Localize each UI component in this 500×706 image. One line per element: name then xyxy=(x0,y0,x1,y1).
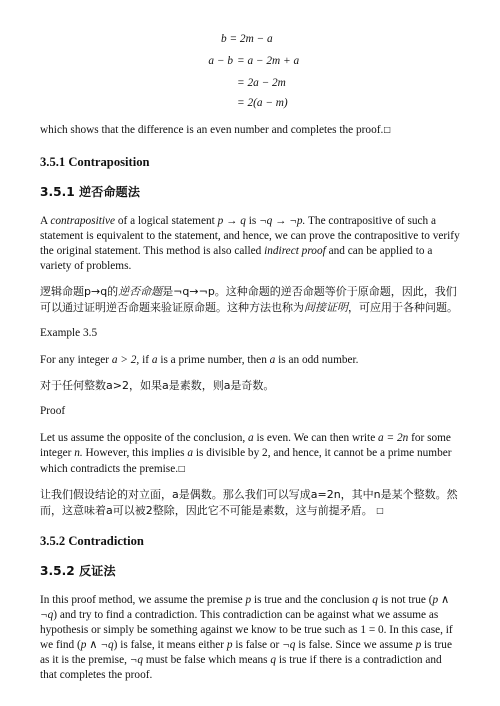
qed-icon: □ xyxy=(383,125,391,134)
text: A xyxy=(40,215,48,227)
section-heading-en: 3.5.1 Contraposition xyxy=(40,155,150,169)
text: must be false which means xyxy=(145,654,268,666)
text: is true and the conclusion xyxy=(253,594,370,606)
term-indirect-proof: indirect proof xyxy=(264,245,326,257)
term-zh-2: 间接证明 xyxy=(304,301,348,314)
math: ¬q xyxy=(282,639,296,651)
section-heading-zh: 3.5.2 反证法 xyxy=(40,564,116,578)
text: is even. We can then write xyxy=(256,432,376,444)
proof-paragraph-zh xyxy=(40,487,460,519)
qed-icon: □ xyxy=(376,506,384,515)
equation-line-1: b = 2m − a xyxy=(221,33,273,45)
document-page xyxy=(40,28,460,693)
proof-label: Proof xyxy=(40,405,66,417)
math: p xyxy=(226,639,233,651)
equation-line-2-rhs: = a − 2m + a xyxy=(237,55,300,67)
example-statement-zh: 对于任何整数a>2，如果a是素数，则a是奇数。 xyxy=(40,379,275,392)
text: 让我们假设结论的对立面，a是偶数。那么我们可以写成a=2n，其中n是某个整数。然而，这意味着a可以被2整除，因此它不可能是素数，这与前提矛盾。 xyxy=(40,488,458,517)
math: a xyxy=(151,354,158,366)
math: p ∧ ¬q xyxy=(80,639,114,651)
text: is xyxy=(248,215,257,227)
text: is divisible by 2, and hence, it cannot be a prime number which contradicts the premise. xyxy=(40,447,452,475)
text: 是¬q→¬p。这种命题的逆否命题等价于原命题，因此，我们可以通过证明逆否命题来验证原命题。这种方法也称为 xyxy=(40,285,457,314)
math: a = 2n xyxy=(378,432,409,444)
math-contrapositive: ¬q → ¬p. xyxy=(259,215,306,227)
text: is a prime number, then xyxy=(160,354,267,366)
text: is false. Since we assume xyxy=(298,639,413,651)
intro-paragraph xyxy=(40,122,460,138)
section-heading-en: 3.5.2 Contradiction xyxy=(40,534,144,548)
contradiction-paragraph xyxy=(40,593,460,683)
math: p xyxy=(415,639,422,651)
text: is not true ( xyxy=(380,594,433,606)
text: is true if there is a contradiction and that completes the proof. xyxy=(40,654,442,681)
math-implication: p → q xyxy=(217,215,246,227)
text: The contrapositive of such a statement is equivalent to the statement, and hence, we can prove the contrapositive to verify the original statement. This method is also called xyxy=(40,215,460,257)
example-label: Example 3.5 xyxy=(40,327,98,339)
text: if xyxy=(142,354,149,366)
math: a xyxy=(248,432,254,444)
example-statement xyxy=(40,353,460,368)
term-zh: 逆否命题 xyxy=(118,285,163,298)
contrapositive-paragraph xyxy=(40,214,460,274)
text: ，可应用于各种问题。 xyxy=(348,301,458,314)
math: p ∧ ¬q xyxy=(40,594,450,621)
contrapositive-paragraph-zh xyxy=(40,284,460,316)
text: 逻辑命题p→q的 xyxy=(40,285,119,298)
equation-line-4: = 2(a − m) xyxy=(237,97,288,109)
text: of a logical statement xyxy=(117,215,215,227)
intro-text: which shows that the difference is an even number and completes the proof. xyxy=(40,124,384,136)
math: ¬q xyxy=(129,654,144,666)
math: a > 2, xyxy=(111,354,140,366)
section-heading-zh: 3.5.1 逆否命题法 xyxy=(40,185,140,199)
math: q xyxy=(270,654,277,666)
qed-icon: □ xyxy=(178,464,186,473)
text: is true as it is the premise, xyxy=(40,639,452,666)
equation-line-3: = 2a − 2m xyxy=(237,77,286,89)
text: is false or xyxy=(235,639,280,651)
text: and can be applied to a variety of problems. xyxy=(40,245,433,272)
text: In this proof method, we assume the premise xyxy=(40,594,243,606)
text: ) is false, it means either xyxy=(113,639,225,651)
proof-paragraph xyxy=(40,431,460,477)
equation-lhs: a − b xyxy=(208,55,233,67)
text: Let us assume the opposite of the conclusion, xyxy=(40,432,246,444)
term-contrapositive: contrapositive xyxy=(50,215,116,227)
text: ) and try to find a contradiction. This contradiction can be against what we assume as hypothesis or simply be something against we know to be true such as 1 = 0. In this case, if we find ( xyxy=(40,609,453,651)
math: n. xyxy=(74,447,83,459)
math: p xyxy=(245,594,252,606)
text: However, this implies xyxy=(85,447,185,459)
math: a xyxy=(269,354,276,366)
equation-block xyxy=(40,28,460,110)
math: a xyxy=(187,447,194,459)
text: is an odd number. xyxy=(278,354,359,366)
math: q xyxy=(372,594,378,606)
text: for some integer xyxy=(40,432,451,459)
text: For any integer xyxy=(40,354,110,366)
